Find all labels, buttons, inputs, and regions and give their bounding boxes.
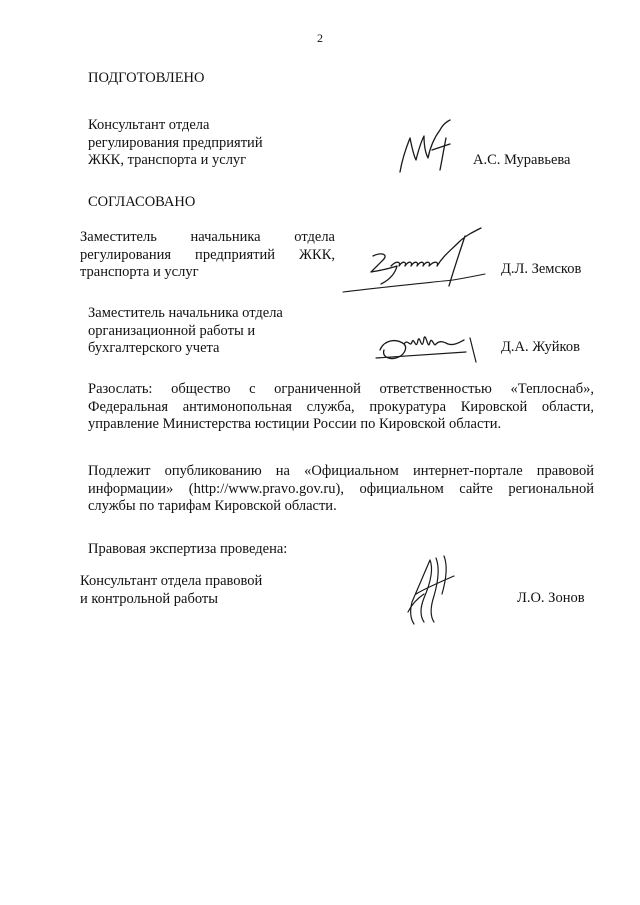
publication-line: службы по тарифам Кировской области. <box>88 498 337 514</box>
legal-review-statement: Правовая экспертиза проведена: <box>88 541 288 557</box>
prepared-name: А.С. Муравьева <box>473 152 571 168</box>
agreed-signer1-name: Д.Л. Земсков <box>501 261 582 277</box>
prepared-heading: ПОДГОТОВЛЕНО <box>88 70 205 86</box>
distribution-paragraph <box>88 381 594 434</box>
agreed-signer1-position <box>80 229 335 282</box>
legal-review-position <box>80 573 320 608</box>
agreed-signer2-position-line: бухгалтерского учета <box>88 340 220 356</box>
distribution-line: Федеральная антимонопольная служба, прокуратура Кировской области, <box>88 398 594 415</box>
prepared-position <box>88 117 308 170</box>
legal-review-position-line: и контрольной работы <box>80 590 218 607</box>
page-number: 2 <box>317 31 323 45</box>
distribution-line: управление Министерства юстиции России по Кировской области. <box>88 416 502 432</box>
agreed-signer1-position-line: Заместитель начальника отдела <box>80 229 335 245</box>
publication-paragraph <box>88 463 594 516</box>
legal-review-position-line: Консультант отдела правовой <box>80 573 263 589</box>
publication-line: Подлежит опубликованию на «Официальном интернет-портале правовой <box>88 463 594 479</box>
agreed-signer2-position-line: Заместитель начальника отдела <box>88 305 283 321</box>
signature-zemskov <box>335 226 495 302</box>
distribution-line: Разослать: общество с ограниченной ответственностью «Теплоснаб», <box>88 381 594 397</box>
signature-zonov <box>400 554 470 628</box>
legal-review-name: Л.О. Зонов <box>517 590 585 606</box>
publication-line: информации» (http://www.pravo.gov.ru), официальном сайте региональной <box>88 480 594 497</box>
agreed-signer1-position-line: транспорта и услуг <box>80 264 199 280</box>
prepared-position-line: ЖКК, транспорта и услуг <box>88 152 247 168</box>
agreed-signer2-position-line: организационной работы и <box>88 322 256 339</box>
signature-muravieva <box>388 118 468 176</box>
prepared-position-line: Консультант отдела <box>88 117 210 133</box>
signature-zhuikov <box>374 328 486 366</box>
agreed-signer2-position <box>88 305 338 358</box>
agreed-heading: СОГЛАСОВАНО <box>88 194 196 210</box>
agreed-signer2-name: Д.А. Жуйков <box>501 339 580 355</box>
agreed-signer1-position-line: регулирования предприятий ЖКК, <box>80 246 335 263</box>
prepared-position-line: регулирования предприятий <box>88 134 263 151</box>
